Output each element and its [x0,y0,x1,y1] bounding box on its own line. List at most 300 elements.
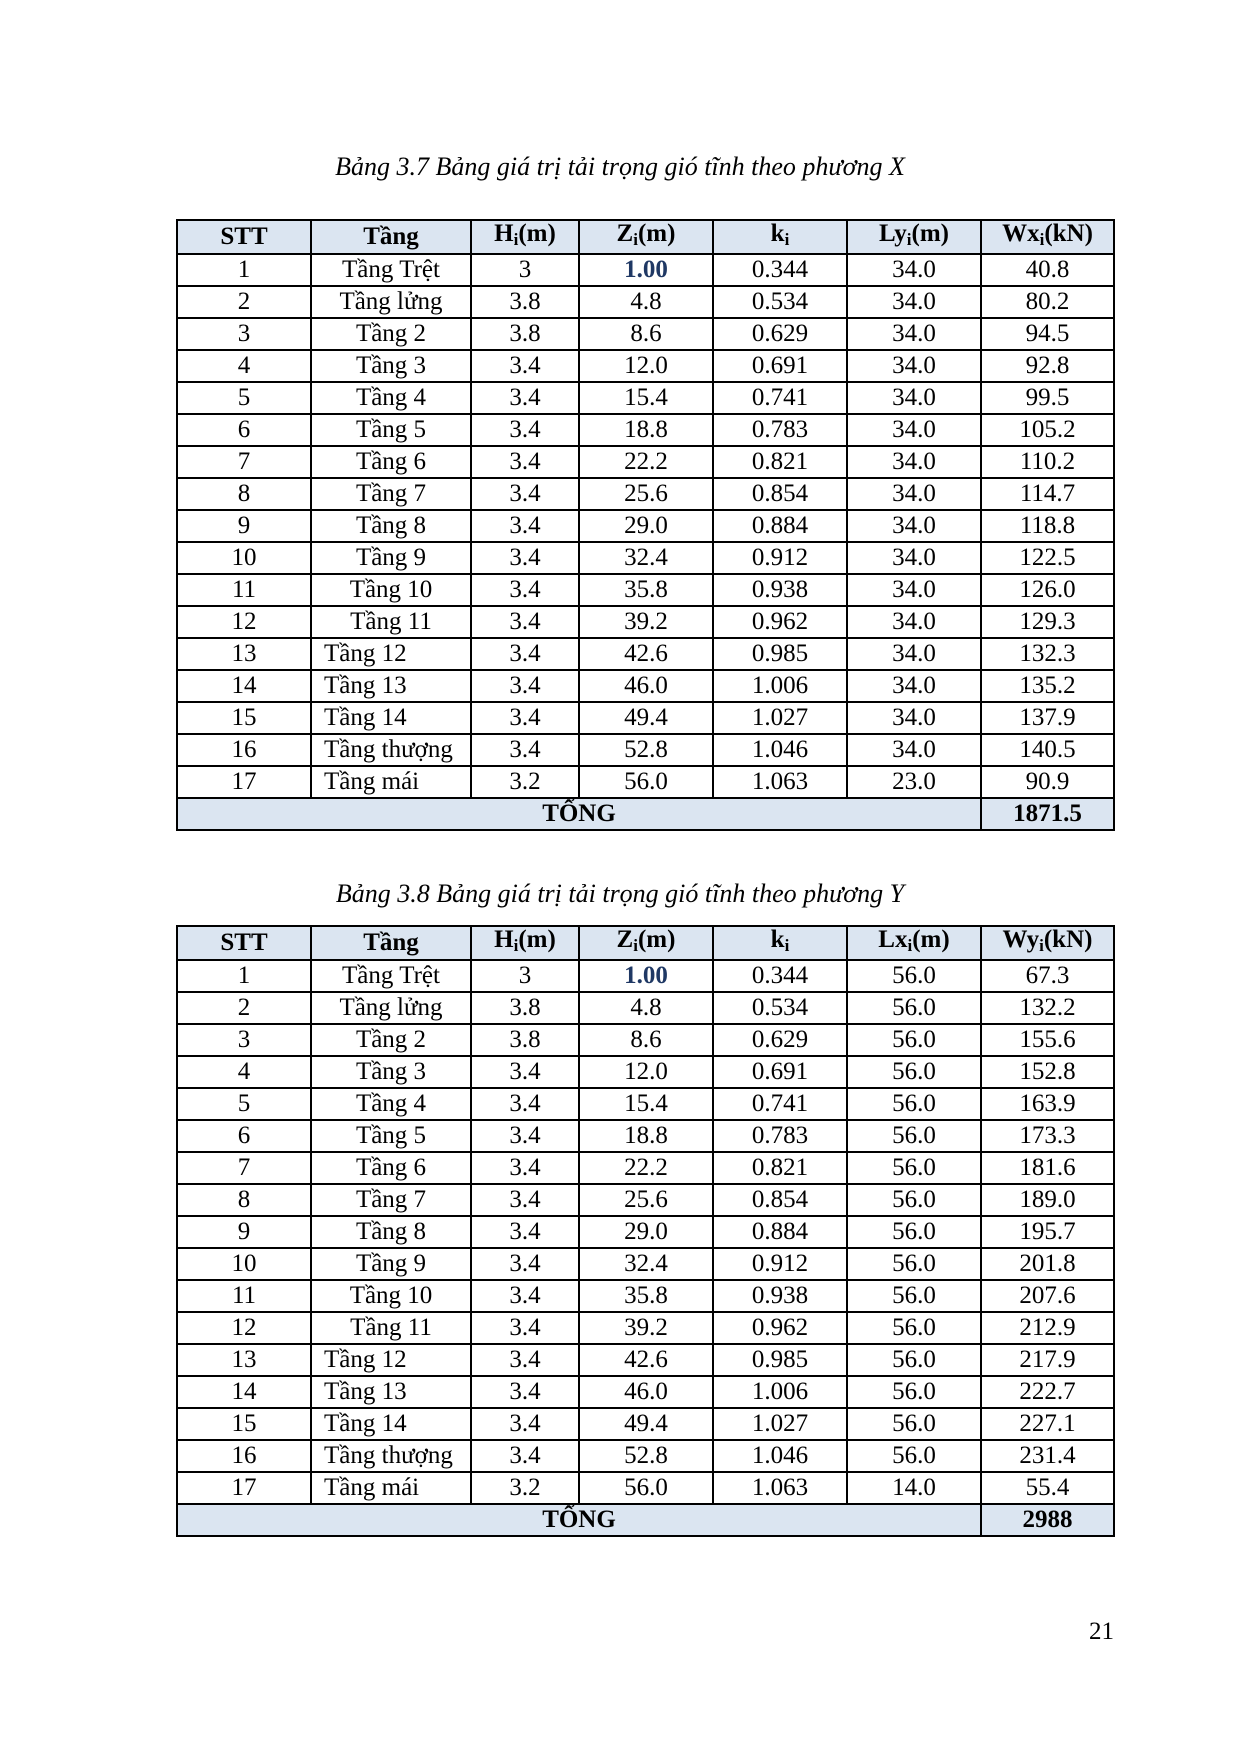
table-row [177,766,1114,798]
header-subscript: i [784,936,790,955]
header-unit: (m) [518,926,556,953]
table-cell: 16 [177,1440,311,1472]
table-cell: 56.0 [847,1376,981,1408]
table-cell: 56.0 [847,1024,981,1056]
table-cell: 3.4 [471,1312,579,1344]
table-cell: 181.6 [981,1152,1114,1184]
table-cell: 0.629 [713,318,847,350]
header-subscript: i [1039,936,1044,955]
header-subscript: i [633,936,638,955]
table-caption-x: Bảng 3.7 Bảng giá trị tải trọng gió tĩnh theo phương X [335,152,905,181]
table-cell: 118.8 [981,510,1114,542]
table-cell: Tầng 3 [311,350,471,382]
wind-load-table-x [176,219,1115,831]
table-cell: 56.0 [847,1120,981,1152]
table-cell: 13 [177,1344,311,1376]
table-cell: 3.4 [471,1216,579,1248]
header-main: Z [616,926,634,953]
table-cell: 13 [177,638,311,670]
header-main: k [770,926,785,953]
table-row [177,1024,1114,1056]
table-cell: 34.0 [847,414,981,446]
table-cell: 155.6 [981,1024,1114,1056]
table-cell: Tầng 2 [311,1024,471,1056]
table-cell: 56.0 [847,1440,981,1472]
header-main: STT [220,223,268,250]
table-cell: 56.0 [847,1216,981,1248]
table-cell: 56.0 [847,1408,981,1440]
table-cell: 3 [471,960,579,992]
table-cell: Tầng 13 [311,670,471,702]
table-cell: 1.00 [579,254,713,286]
table-cell: Tầng lửng [311,992,471,1024]
table-row [177,1312,1114,1344]
table-cell: 3.4 [471,606,579,638]
table-cell: Tầng 10 [311,574,471,606]
table-cell: 15.4 [579,382,713,414]
table-cell: 4.8 [579,992,713,1024]
column-header [579,926,713,960]
table-cell: 0.534 [713,992,847,1024]
table-cell: 3.4 [471,350,579,382]
table-cell: 52.8 [579,1440,713,1472]
column-header [847,926,981,960]
table-cell: Tầng 6 [311,446,471,478]
table-cell: Tầng 14 [311,702,471,734]
table-cell: 56.0 [847,1056,981,1088]
column-header [471,220,579,254]
column-header [579,220,713,254]
table-cell: 25.6 [579,478,713,510]
table-cell: 29.0 [579,1216,713,1248]
table-cell: 94.5 [981,318,1114,350]
table-cell: 34.0 [847,286,981,318]
header-unit: (kN) [1044,220,1093,247]
table-cell: 3.2 [471,766,579,798]
table-row [177,446,1114,478]
column-header [311,220,471,254]
table-cell: 3.4 [471,670,579,702]
table-row [177,1088,1114,1120]
header-main: Z [616,220,634,247]
table-cell: Tầng 4 [311,382,471,414]
table-row [177,1056,1114,1088]
table-cell: 1.006 [713,1376,847,1408]
table-cell: 0.962 [713,1312,847,1344]
table-cell: 56.0 [847,992,981,1024]
table-cell: Tầng 12 [311,1344,471,1376]
table-row [177,1216,1114,1248]
table-cell: 0.884 [713,510,847,542]
header-unit: (m) [518,220,556,247]
table-row [177,1376,1114,1408]
table-cell: 3.2 [471,1472,579,1504]
table-cell: 0.962 [713,606,847,638]
table-cell: 22.2 [579,1152,713,1184]
table-row [177,1344,1114,1376]
table-cell: 3.4 [471,1184,579,1216]
table-cell: 3.4 [471,702,579,734]
table-row [177,318,1114,350]
table-cell: 189.0 [981,1184,1114,1216]
header-main: Tầng [363,929,419,956]
column-header [713,220,847,254]
table-cell: 0.629 [713,1024,847,1056]
table-row [177,1280,1114,1312]
column-header [713,926,847,960]
table-row [177,414,1114,446]
table-cell: 212.9 [981,1312,1114,1344]
column-header [847,220,981,254]
table-cell: 56.0 [847,1280,981,1312]
table-cell: 25.6 [579,1184,713,1216]
table-cell: 3.8 [471,1024,579,1056]
table-cell: 32.4 [579,1248,713,1280]
table-cell: 9 [177,1216,311,1248]
wind-load-table-y [176,925,1115,1537]
table-cell: 0.854 [713,478,847,510]
table-cell: 0.985 [713,638,847,670]
total-label: TỔNG [177,1504,981,1536]
table-cell: 34.0 [847,574,981,606]
header-subscript: i [513,936,519,955]
table-cell: 126.0 [981,574,1114,606]
table-cell: 34.0 [847,446,981,478]
table-cell: 0.741 [713,382,847,414]
table-row [177,478,1114,510]
table-cell: 34.0 [847,510,981,542]
table-row [177,1184,1114,1216]
header-main: Wx [1002,220,1040,247]
table-cell: 35.8 [579,574,713,606]
table-cell: 0.912 [713,542,847,574]
table-cell: 56.0 [847,1152,981,1184]
header-unit: (m) [637,220,676,247]
table-cell: 3.4 [471,510,579,542]
table-cell: 67.3 [981,960,1114,992]
table-cell: 129.3 [981,606,1114,638]
table-cell: 0.534 [713,286,847,318]
header-main: Ly [878,220,907,247]
table-cell: 1.00 [579,960,713,992]
table-cell: 34.0 [847,606,981,638]
table-cell: 34.0 [847,542,981,574]
table-cell: Tầng 9 [311,1248,471,1280]
table-cell: 0.985 [713,1344,847,1376]
table-cell: Tầng Trệt [311,960,471,992]
table-cell: 132.2 [981,992,1114,1024]
table-cell: 3.4 [471,542,579,574]
table-cell: 3.4 [471,574,579,606]
table-cell: 12.0 [579,1056,713,1088]
table-cell: 8.6 [579,1024,713,1056]
table-row [177,960,1114,992]
table-cell: 3.4 [471,1408,579,1440]
table-cell: 227.1 [981,1408,1114,1440]
table-row [177,1152,1114,1184]
table-cell: 10 [177,1248,311,1280]
table-cell: 6 [177,414,311,446]
table-row [177,1120,1114,1152]
table-cell: 3.8 [471,286,579,318]
table-cell: 1.063 [713,766,847,798]
table-cell: 8 [177,1184,311,1216]
table-cell: 0.783 [713,414,847,446]
table-cell: 3.4 [471,1280,579,1312]
table-row [177,734,1114,766]
table-row [177,254,1114,286]
table-cell: 3.4 [471,1440,579,1472]
table-cell: 34.0 [847,382,981,414]
table-cell: 3.4 [471,1088,579,1120]
table-cell: 15.4 [579,1088,713,1120]
header-unit: (m) [911,220,949,247]
table-cell: Tầng 8 [311,510,471,542]
table-cell: 22.2 [579,446,713,478]
table-cell: 0.938 [713,1280,847,1312]
table-cell: Tầng 13 [311,1376,471,1408]
column-header [177,220,311,254]
table-cell: 14.0 [847,1472,981,1504]
table-cell: Tầng mái [311,1472,471,1504]
header-subscript: i [906,230,912,249]
table-cell: 34.0 [847,318,981,350]
table-cell: 2 [177,992,311,1024]
table-cell: 15 [177,1408,311,1440]
table-cell: Tầng 14 [311,1408,471,1440]
table-cell: 80.2 [981,286,1114,318]
table-cell: Tầng 5 [311,1120,471,1152]
table-cell: 1.063 [713,1472,847,1504]
table-cell: 39.2 [579,1312,713,1344]
header-main: Wy [1002,926,1040,953]
table-cell: 14 [177,670,311,702]
table-cell: 23.0 [847,766,981,798]
table-row [177,542,1114,574]
table-cell: 34.0 [847,350,981,382]
header-row [177,926,1114,960]
table-cell: 17 [177,1472,311,1504]
table-row [177,382,1114,414]
table-cell: 0.691 [713,350,847,382]
header-unit: (m) [637,926,676,953]
table-cell: Tầng 10 [311,1280,471,1312]
table-cell: 42.6 [579,638,713,670]
table-cell: 42.6 [579,1344,713,1376]
header-subscript: i [907,936,913,955]
table-cell: 1.046 [713,1440,847,1472]
table-cell: 12 [177,606,311,638]
table-cell: 34.0 [847,254,981,286]
table-cell: 49.4 [579,702,713,734]
table-cell: 8 [177,478,311,510]
table-cell: Tầng 11 [311,1312,471,1344]
table-cell: 0.344 [713,254,847,286]
total-value: 2988 [981,1504,1114,1536]
table-cell: 3.4 [471,1152,579,1184]
total-value: 1871.5 [981,798,1114,830]
header-subscript: i [784,230,790,249]
table-cell: 0.821 [713,1152,847,1184]
table-cell: 2 [177,286,311,318]
header-subscript: i [633,230,638,249]
table-cell: 3.4 [471,446,579,478]
header-unit: (m) [912,926,950,953]
table-cell: 34.0 [847,670,981,702]
table-cell: 11 [177,1280,311,1312]
table-cell: 217.9 [981,1344,1114,1376]
table-cell: 12 [177,1312,311,1344]
table-cell: Tầng 7 [311,1184,471,1216]
table-cell: 201.8 [981,1248,1114,1280]
table-cell: 163.9 [981,1088,1114,1120]
table-cell: 4 [177,350,311,382]
table-cell: 16 [177,734,311,766]
table-cell: Tầng 12 [311,638,471,670]
table-row [177,1440,1114,1472]
table-cell: 3 [177,1024,311,1056]
table-cell: 137.9 [981,702,1114,734]
table-row [177,638,1114,670]
table-cell: 56.0 [847,960,981,992]
table-cell: 222.7 [981,1376,1114,1408]
table-cell: 0.783 [713,1120,847,1152]
header-main: Tầng [363,223,419,250]
table-cell: 40.8 [981,254,1114,286]
table-row [177,350,1114,382]
table-cell: Tầng thượng [311,1440,471,1472]
table-cell: 3 [471,254,579,286]
table-cell: 0.741 [713,1088,847,1120]
page-number: 21 [1089,1618,1114,1645]
table-cell: Tầng Trệt [311,254,471,286]
table-cell: 0.854 [713,1184,847,1216]
table-cell: Tầng lửng [311,286,471,318]
table-cell: 140.5 [981,734,1114,766]
table-cell: 11 [177,574,311,606]
table-cell: 6 [177,1120,311,1152]
table-cell: 7 [177,1152,311,1184]
table-cell: 29.0 [579,510,713,542]
header-main: Lx [878,926,908,953]
table-cell: 1 [177,254,311,286]
table-cell: 1 [177,960,311,992]
table-cell: 135.2 [981,670,1114,702]
table-cell: 52.8 [579,734,713,766]
table-row [177,286,1114,318]
table-cell: Tầng mái [311,766,471,798]
table-cell: 3.4 [471,734,579,766]
table-cell: 0.938 [713,574,847,606]
table-cell: 3.8 [471,992,579,1024]
table-cell: 132.3 [981,638,1114,670]
table-cell: 3.4 [471,638,579,670]
table-cell: 4.8 [579,286,713,318]
table-cell: Tầng 6 [311,1152,471,1184]
table-cell: 56.0 [847,1248,981,1280]
table-cell: 34.0 [847,734,981,766]
column-header [177,926,311,960]
table-cell: Tầng 2 [311,318,471,350]
table-cell: 34.0 [847,638,981,670]
table-cell: 15 [177,702,311,734]
table-cell: 3.4 [471,1056,579,1088]
table-cell: 195.7 [981,1216,1114,1248]
table-cell: 0.884 [713,1216,847,1248]
table-cell: 5 [177,382,311,414]
table-cell: Tầng thượng [311,734,471,766]
table-cell: 0.691 [713,1056,847,1088]
table-cell: 3.4 [471,1344,579,1376]
table-row [177,574,1114,606]
table-cell: 46.0 [579,670,713,702]
table-cell: 18.8 [579,1120,713,1152]
table-cell: 152.8 [981,1056,1114,1088]
table-cell: 35.8 [579,1280,713,1312]
table-row [177,670,1114,702]
table-cell: 49.4 [579,1408,713,1440]
table-cell: 12.0 [579,350,713,382]
table-row [177,510,1114,542]
total-label: TỔNG [177,798,981,830]
table-cell: 0.344 [713,960,847,992]
table-cell: 34.0 [847,478,981,510]
table-cell: 3.8 [471,318,579,350]
table-cell: 46.0 [579,1376,713,1408]
table-cell: 56.0 [847,1088,981,1120]
table-cell: 4 [177,1056,311,1088]
column-header [981,926,1114,960]
table-cell: 1.027 [713,702,847,734]
table-cell: 3.4 [471,1248,579,1280]
table-row [177,992,1114,1024]
total-row [177,1504,1114,1536]
table-cell: Tầng 8 [311,1216,471,1248]
total-row [177,798,1114,830]
table-cell: 14 [177,1376,311,1408]
header-main: STT [220,929,268,956]
table-cell: 56.0 [847,1184,981,1216]
table-caption-y: Bảng 3.8 Bảng giá trị tải trọng gió tĩnh theo phương Y [335,879,905,908]
table-cell: 0.821 [713,446,847,478]
table-cell: 99.5 [981,382,1114,414]
table-cell: Tầng 5 [311,414,471,446]
table-cell: 56.0 [579,1472,713,1504]
column-header [311,926,471,960]
table-row [177,1248,1114,1280]
header-row [177,220,1114,254]
table-cell: 231.4 [981,1440,1114,1472]
header-main: H [494,926,514,953]
table-cell: 3.4 [471,1376,579,1408]
table-cell: 92.8 [981,350,1114,382]
table-cell: 3 [177,318,311,350]
table-cell: 1.027 [713,1408,847,1440]
header-subscript: i [1039,230,1045,249]
table-cell: 1.046 [713,734,847,766]
header-subscript: i [513,230,519,249]
table-cell: 3.4 [471,414,579,446]
table-cell: 3.4 [471,1120,579,1152]
table-cell: 18.8 [579,414,713,446]
table-cell: 105.2 [981,414,1114,446]
table-row [177,702,1114,734]
column-header [471,926,579,960]
table-cell: Tầng 3 [311,1056,471,1088]
table-row [177,606,1114,638]
table-cell: 3.4 [471,478,579,510]
column-header [981,220,1114,254]
